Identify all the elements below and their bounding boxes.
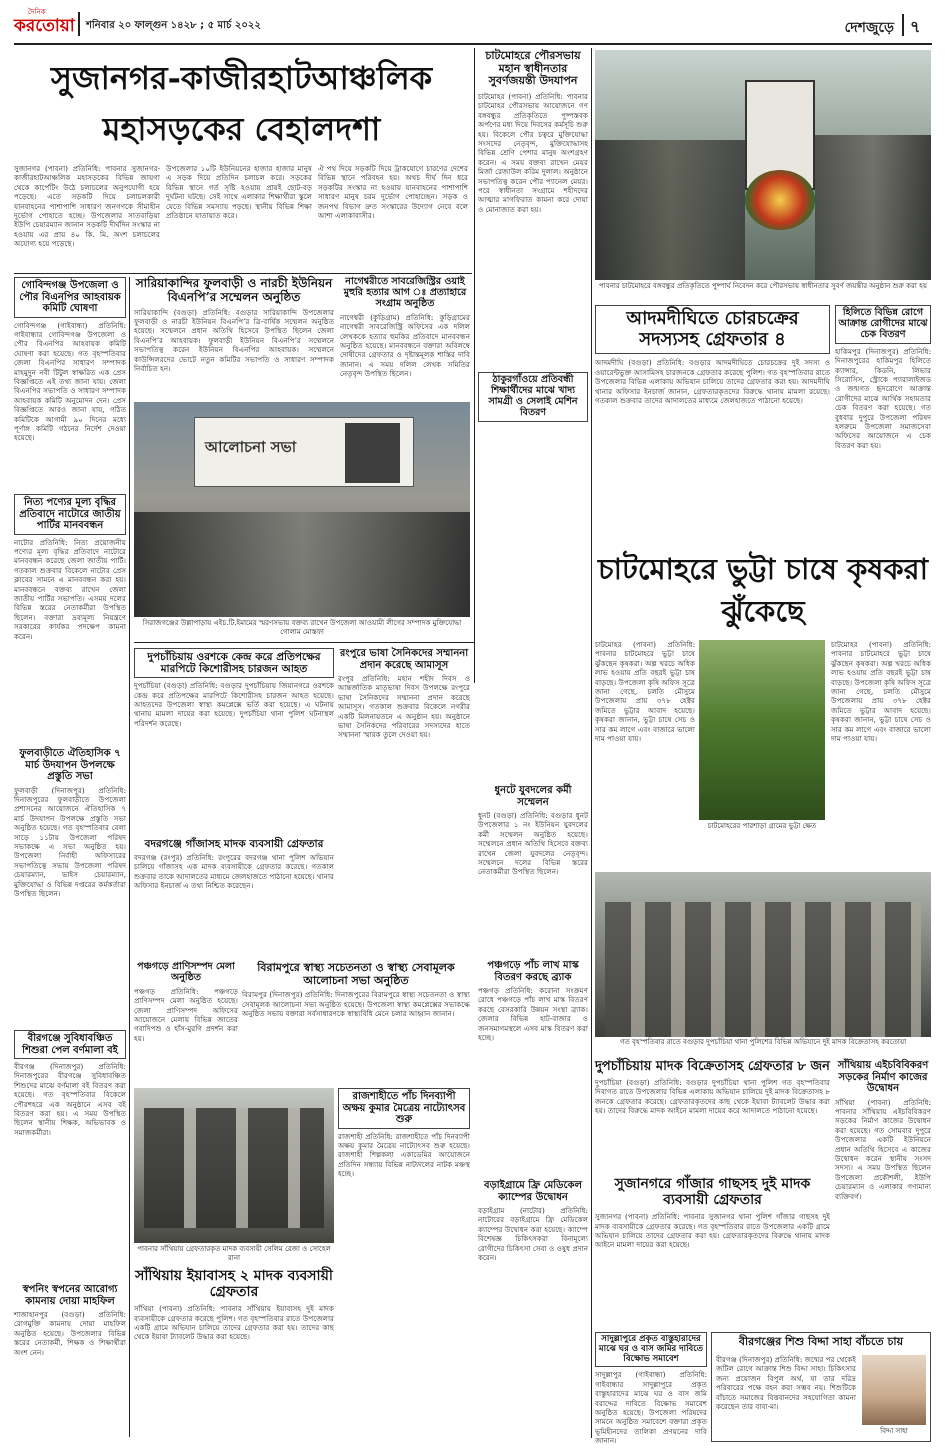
lead-headline-line1: সুজানগর-কাজীরহাটআঞ্চলিক	[50, 59, 433, 97]
headline: চাটমোহরে পৌরসভায় মহান স্বাধীনতার সুবর্ণজয়ন্তী উদযাপন	[485, 49, 581, 88]
article-rangpur-bhasha	[338, 648, 470, 888]
headline: নিত্য পণ্যের মূল্য বৃদ্ধির প্রতিবাদে নাটোরে জাতীয় পার্টির মানববন্ধন	[14, 494, 126, 535]
headline: চাটমোহরে ভুট্টা চাষে কৃষকরা ঝুঁকেছে	[597, 552, 929, 628]
masthead-rule	[14, 43, 932, 45]
column-rule	[591, 48, 592, 1438]
section-rule	[14, 273, 472, 274]
article-dhunot	[478, 785, 588, 955]
headline: রাজশাহীতে পাঁচ দিনব্যাপী অক্ষয় কুমার মৈত্রেয় নাট্যোৎসব শুরু	[338, 1088, 470, 1129]
article-baraigram	[478, 1180, 588, 1430]
article-nitya-ponno	[14, 494, 126, 744]
article-body: দুপচাঁচিয়া (বগুড়া) প্রতিনিধি: বগুড়ার দুপচাঁচিয়ায় জিয়ানগরে ওরশকে কেন্দ্র করে প্রতিপক্ষের মারপিটে কিশোরীসহ চারজন আহত হয়েছে। আহতদের উপজেলা স্বাস্থ্য কমপ্লেক্সে ভর্তি করা হয়েছে। এ ঘটনায় থানায় মামলা দায়ের করা হয়েছে। দুপচাঁচিয়া থানা পুলিশ ঘটনাস্থল পরিদর্শন করেছে।	[134, 681, 334, 728]
masthead	[14, 8, 932, 42]
photo-caption: পাবনার সাঁথিয়ায় গ্রেফতারকৃত মাদক ব্যবসায়ী সেলিম রেজা ও সোহেল রানা	[137, 1245, 331, 1262]
article-fulbari-march	[14, 748, 126, 1028]
crowd-right	[815, 135, 931, 280]
headline: স্বপনিং স্বপনের আরোগ্য কামনায় দোয়া মাহফিল	[22, 1284, 118, 1307]
article-hili	[835, 305, 931, 540]
banner	[194, 417, 414, 487]
paper-name: করতোয়া	[14, 16, 75, 36]
headline: ঠাকুরগাঁওয়ে প্রতিবন্ধী শিক্ষার্থীদের মাঝে খাদ্য সামগ্রী ও সেলাই মেশিন বিতরণ	[478, 372, 588, 422]
article-birganj-bidda	[711, 1332, 931, 1442]
headline: নাগেশ্বরীতে সাবরেজিস্ট্রির ওয়াই মুহুরি হত্যার আগ ঃ প্রত্যাহারে সংগ্রাম অনুষ্ঠিত	[343, 276, 467, 309]
article-panchagarh-mask	[478, 960, 588, 1070]
headline: সাদুল্লাপুরে প্রকৃত বাস্তুহারাদের মাঝে ঘর ও বাস জমির দাবিতে বিক্ষোভ সমাবেশ	[595, 1332, 707, 1367]
headline: বদরগঞ্জে গাঁজাসহ মাদক ব্যবসায়ী গ্রেফতার	[144, 838, 324, 850]
headline: পঞ্চগড়ে প্রাণিসম্পদ মেলা অনুষ্ঠিত	[137, 961, 235, 983]
headline: হিলিতে বিভিন্ন রোগে আক্রান্ত রোগীদের মাঝে চেক বিতরণ	[835, 305, 931, 344]
issue-date: শনিবার ২০ ফাল্গুন ১৪২৮ ; ৫ মার্চ ২০২২	[86, 20, 261, 31]
article-body: চাটমোহর (পাবনা) প্রতিনিধি: পাবনার চাটমোহরে ভুট্টা চাষে ঝুঁকছেন কৃষকরা। অল্প খরচে অধিক লাভ হওয়ায় প্রতি বছরই ভুট্টা চাষ বাড়ছে। উপজেলা কৃষি অফিস সূত্রে জানা গেছে, চলতি মৌসুমে উপজেলায় প্রায় ৩৭৮ হেক্টর জমিতে ভুট্টার আবাদ হয়েছে। কৃষকরা জানান, ভুট্টা চাষে সেচ ও সার কম লাগে এবং বাজারে ভালো দাম পাওয়া যায়।	[595, 640, 695, 744]
article-body: সুজানগর (পাবনা) প্রতিনিধি: পাবনার সুজানগর থানা পুলিশ গাঁজার গাছসহ দুই মাদক ব্যবসায়ীকে গ্রেফতার করেছে। গত বৃহস্পতিবার রাতে উপজেলার একটি গ্রামে অভিযান চালিয়ে তাদের গ্রেফতার করা হয়। গ্রেফতারকৃতদের বিরুদ্ধে থানায় মাদক আইনে মামলা দায়ের করা হয়েছে।	[595, 1212, 830, 1250]
article-body: বড়াইগ্রাম (নাটোর) প্রতিনিধি: নাটোরের বড়াইগ্রামে ফ্রি মেডিকেল ক্যাম্পের উদ্বোধন করা হয়েছে। ক্যাম্পে বিশেষজ্ঞ চিকিৎসকরা বিনামূল্যে রোগীদের চিকিৎসা সেবা ও ওষুধ প্রদান করেন।	[478, 1206, 588, 1263]
arrest-photo	[595, 872, 931, 1037]
paper-logo	[14, 8, 74, 40]
article-body: ফুলবাড়ী (দিনাজপুর) প্রতিনিধি: দিনাজপুরের ফুলবাড়ীতে উপজেলা প্রশাসনের আয়োজনে ঐতিহাসিক ৭ মার্চ উদযাপন উপলক্ষে প্রস্তুতি সভা অনুষ্ঠিত হয়েছে। গত বৃহস্পতিবার বেলা সাড়ে ১১টায় উপজেলা পরিষদ সভাকক্ষে এ সভা অনুষ্ঠিত হয়। উপজেলা নির্বাহী অফিসারের সভাপতিত্বে সভায় উপজেলা পরিষদ চেয়ারম্যান, ভাইস চেয়ারম্যান, মুক্তিযোদ্ধা ও বিভিন্ন দপ্তরের কর্মকর্তারা উপস্থিত ছিলেন।	[14, 785, 126, 898]
child-photo	[862, 1355, 926, 1425]
lead-body-col2: উপজেলার ১০টি ইউনিয়নের হাজার হাজার মানুষ এ সড়ক দিয়ে প্রতিদিন চলাচল করে। সড়কের বিভিন্ন স্থানে গর্ত সৃষ্টি হওয়ায় প্রায়ই ছোট-বড় দুর্ঘটনা ঘটছে। সেই সাথে এলাকার শিক্ষার্থীরা স্কুলে যেতে বিভিন্ন সমস্যায় পড়ছে। স্থানীয় বিভিন্ন শিক্ষা প্রতিষ্ঠানে যাতায়াত করে।	[166, 164, 312, 221]
article-panchagarh-prani	[134, 962, 238, 1082]
photo-caption: পাবনার চাটমোহরে বঙ্গবন্ধুর প্রতিকৃতিতে পুষ্পার্ঘ নিবেদন করে পৌরসভায় স্বাধীনতার সুবর্ণ জয়ন্তীর অনুষ্ঠান শুরু করা হয়	[599, 282, 927, 290]
lead-body-col1: সুজানগর (পাবনা) প্রতিনিধি: পাবনার সুজানগর-কাজীরহাটআঞ্চলিক মহাসড়কের বিভিন্ন জায়গা থেকে কার্পেটিং উঠে চলাচলের অনুপযোগী হয়ে পড়েছে। এতে সড়কটি দিয়ে চলাচলকারী যানবাহনের পাশাপাশি সাধারণ জনগণকে সীমাহীন দুর্ভোগ পোহাতে হচ্ছে। উপজেলার সাতবাড়িয়া ইউপি চেয়ারম্যান জানান সড়কটি দীর্ঘদিন সংস্কার না হওয়ায় এর প্রায় ৪০ কি. মি. অংশ চলাচলের অযোগ্য হয়ে পড়েছে।	[14, 164, 160, 249]
headline: দুপচাঁচিয়ায় ওরশকে কেন্দ্র করে প্রতিপক্ষের মারপিটে কিশোরীসহ চারজন আহত	[134, 648, 334, 678]
suspects-photo	[134, 1088, 334, 1243]
headline: রংপুরে ভাষা সৈনিকদের সম্মাননা প্রদান করেছে আমাসূস	[339, 648, 469, 671]
article-body: বদরগঞ্জ (রংপুর) প্রতিনিধি: রংপুরের বদরগঞ্জ থানা পুলিশ অভিযান চালিয়ে গাঁজাসহ এক মাদক ব্যবসায়ীকে গ্রেফতার করেছে। গতকাল শুক্রবার তাকে আদালতের মাধ্যমে জেলহাজতে পাঠানো হয়েছে। থানার অফিসার ইনচার্জ এ তথ্য নিশ্চিত করেছেন।	[134, 853, 334, 891]
article-gobindaganj	[14, 277, 126, 490]
article-dupchanchia-ogrosh	[134, 648, 334, 833]
headline: বীরগঞ্জের শিশু বিদ্দা সাহা বাঁচতে চায়	[738, 1335, 904, 1348]
section-title: দেশজুড়ে	[844, 20, 894, 36]
article-body: বীরগঞ্জ (দিনাজপুর) প্রতিনিধি: দিনাজপুরের বীরগঞ্জে সুবিধাবঞ্চিত শিশুদের মাঝে বর্ণমালা বই বিতরণ করা হয়েছে। গত বৃহস্পতিবার বিকেলে পৌরশহরে এক অনুষ্ঠানে এসব বই বিতরণ করা হয়। এ সময় উপস্থিত ছিলেন স্থানীয় শিক্ষক, অভিভাবক ও সমাজকর্মীরা।	[14, 1062, 126, 1137]
audience	[134, 512, 470, 617]
headline: সারিয়াকান্দির ফুলবাড়ী ও নারচী ইউনিয়ন বিএনপি’র সম্মেলন অনুষ্ঠিত	[135, 276, 333, 304]
article-body: পঞ্চগড় প্রতিনিধি: করোনা সংক্রমণ রোধে পঞ্চগড়ে পাঁচ লাখ মাস্ক বিতরণ করছে বেসরকারি উন্নয়ন সংস্থা ব্র্যাক। জেলার বিভিন্ন হাট-বাজার ও জনসমাগমস্থলে এসব মাস্ক বিতরণ করা হচ্ছে।	[478, 986, 588, 1043]
article-sariakandi	[134, 277, 334, 397]
article-swapon-dua	[14, 1284, 126, 1434]
suspects	[144, 1108, 324, 1228]
article-body: সারিয়াকান্দি (বগুড়া) প্রতিনিধি: বগুড়ার সারিয়াকান্দি উপজেলার ফুলবাড়ী ও নারচী ইউনিয়ন বিএনপি’র ত্রি-বার্ষিক সম্মেলন অনুষ্ঠিত হয়েছে। সম্মেলনে প্রধান অতিথি হিসেবে উপস্থিত ছিলেন জেলা বিএনপি’র আহবায়ক। ফুলবাড়ী ইউনিয়ন বিএনপি’র সম্মেলনে সভাপতিত্ব করেন ইউনিয়ন বিএনপির আহবায়ক। সম্মেলনে কাউন্সিলরদের ভোটে নতুন কমিটির সভাপতি ও সাধারণ সম্পাদক নির্বাচিত হন।	[134, 307, 334, 374]
headline: আদমদীঘিতে চোরচক্রের সদস্যসহ গ্রেফতার ৪	[595, 305, 830, 354]
column-rule	[474, 48, 475, 683]
article-body: নাটোর প্রতিনিধি: নিত্য প্রয়োজনীয় পণ্যের মূল্য বৃদ্ধির প্রতিবাদে নাটোরে মানববন্ধন করেছে জেলা জাতীয় পার্টি। গতকাল শুক্রবার বিকেলে নাটোর প্রেস ক্লাবের সামনে এ মানববন্ধন করা হয়। মানববন্ধনে বক্তব্য রাখেন জেলা জাতীয় পার্টির সভাপতি। এসময় দলের বিভিন্ন স্তরের নেতাকর্মীরা উপস্থিত ছিলেন। বক্তারা দ্রব্যমূল্য নিয়ন্ত্রণে সরকারের কার্যকর পদক্ষেপ কামনা করেন।	[14, 537, 126, 641]
article-body: ধুনট (বগুড়া) প্রতিনিধি: বগুড়ার ধুনট উপজেলার ১ নং ইউনিয়ন যুবদলের কর্মী সম্মেলন অনুষ্ঠিত হয়েছে। সম্মেলনে প্রধান অতিথি হিসেবে বক্তব্য রাখেন জেলা যুবদলের নেতৃবৃন্দ। সম্মেলনে দলের বিভিন্ন স্তরের নেতাকর্মীরা উপস্থিত ছিলেন।	[478, 811, 588, 877]
crowd-left	[595, 140, 745, 280]
headline: বড়াইগ্রামে ফ্রি মেডিকেল ক্যাম্পের উদ্বোধন	[484, 1180, 582, 1203]
article-body-cont: চাটমোহর (পাবনা) প্রতিনিধি: পাবনার চাটমোহরে ভুট্টা চাষে ঝুঁকছেন কৃষকরা। অল্প খরচে অধিক লাভ হওয়ায় প্রতি বছরই ভুট্টা চাষ বাড়ছে। উপজেলা কৃষি অফিস সূত্রে জানা গেছে, চলতি মৌসুমে উপজেলায় প্রায় ৩৭৮ হেক্টর জমিতে ভুট্টার আবাদ হয়েছে। কৃষকরা জানান, ভুট্টা চাষে সেচ ও সার কম লাগে এবং বাজারে ভালো দাম পাওয়া যায়।	[831, 640, 931, 744]
article-body: নাগেশ্বরী (কুড়িগ্রাম) প্রতিনিধি: কুড়িগ্রামের নাগেশ্বরী সাবরেজিস্ট্রি অফিসের এক দলিল লেখককে হত্যার হুমকির প্রতিবাদে মানববন্ধন অনুষ্ঠিত হয়েছে। মানববন্ধনে বক্তারা অবিলম্বে দোষীদের গ্রেফতার ও দৃষ্টান্তমূলক শাস্তির দাবি জানান। এ সময় দলিল লেখক সমিতির নেতৃবৃন্দ উপস্থিত ছিলেন।	[340, 312, 470, 379]
article-body: আদমদীঘি (বগুড়া) প্রতিনিধি: বগুড়ার আদমদীঘিতে চোরচক্রের দুই সদস্য ও ওয়ারেন্টভুক্ত আসামিসহ চারজনকে গ্রেফতার করেছে পুলিশ। গত বৃহস্পতিবার রাতে উপজেলার বিভিন্ন এলাকায় অভিযান চালিয়ে তাদের গ্রেফতার করা হয়। আদমদীঘি থানার অফিসার ইনচার্জ জানান, গ্রেফতারকৃতদের বিরুদ্ধে থানায় মামলা রয়েছে। গতকাল শুক্রবার তাদের আদালতের মাধ্যমে জেলহাজতে পাঠানো হয়েছে।	[595, 358, 830, 405]
article-body: সাঁথিয়া (পাবনা) প্রতিনিধি: পাবনার সাঁথিয়ায় এইচবিবিকরণ সড়কের নির্মাণ কাজের উদ্বোধন করা হয়েছে। গত সোমবার দুপুরে উপজেলার একটি ইউনিয়নে প্রধান অতিথি হিসেবে এ কাজের উদ্বোধন করেন স্থানীয় সংসদ সদস্য। এ সময় উপস্থিত ছিলেন উপজেলা প্রকৌশলী, ইউপি চেয়ারম্যান ও এলাকার গণ্যমান্য ব্যক্তিবর্গ।	[835, 1097, 931, 1201]
detainees	[605, 902, 921, 1037]
article-adamdighi	[595, 305, 830, 475]
banner-text: আলোচনা সভা	[205, 438, 297, 456]
article-sathia-yaba	[134, 1268, 334, 1438]
paper-small-label: দৈনিক	[28, 8, 46, 16]
headline: গোবিন্দগঞ্জ উপজেলা ও পৌর বিএনপির আহবায়ক কমিটি ঘোষণা	[14, 277, 126, 318]
article-body: সাঁথিয়া (পাবনা) প্রতিনিধি: পাবনার সাঁথিয়ায় ইয়াবাসহ দুই মাদক ব্যবসায়ীকে গ্রেফতার করেছে পুলিশ। গত বৃহস্পতিবার রাতে উপজেলার একটি গ্রামে অভিযান চালিয়ে তাদের গ্রেফতার করা হয়। তাদের কাছ থেকে ইয়াবা ট্যাবলেট উদ্ধার করা হয়েছে।	[134, 1304, 334, 1342]
article-thakurgaon	[478, 372, 588, 612]
article-rajshahi-drama	[338, 1088, 470, 1438]
lead-headline-line2: মহাসড়কের বেহালদশা	[102, 110, 381, 148]
ceremony-photo	[595, 50, 931, 280]
article-body: রাজশাহী প্রতিনিধি: রাজশাহীতে পাঁচ দিনব্যাপী অক্ষয় কুমার মৈত্রেয় নাট্যোৎসব শুরু হয়েছে। রাজশাহী শিল্পকলা একাডেমির আয়োজনে প্রতিদিন সন্ধ্যায় বিভিন্ন নাট্যদলের নাটক মঞ্চস্থ হচ্ছে।	[338, 1131, 470, 1179]
article-sadullapur	[595, 1332, 707, 1446]
article-birganj-boi	[14, 1030, 126, 1280]
masthead-divider	[78, 12, 80, 36]
meeting-photo	[134, 402, 470, 617]
section-rule	[134, 642, 474, 643]
article-sujanagar-ganja	[595, 1176, 830, 1326]
headline: ফুলবাড়ীতে ঐতিহাসিক ৭ মার্চ উদযাপন উপলক্ষে প্রস্তুতি সভা	[19, 748, 121, 782]
lead-body-col3: ঐ পথ দিয়ে সড়কটি দিয়ে ট্রাকযোগে চারণের দেশের বিভিন্ন স্থানে পরিবহন হয়। অথচ দীর্ঘ দিন ধরে সড়কটির সংস্কার না হওয়ায় যানবাহনের পাশাপাশি সাধারণ মানুষ চরম দুর্ভোগ পোহাচ্ছেন। সড়ক ও জনপথ বিভাগ দ্রুত সংস্কারের উদ্যোগ নেবে বলে আশা এলাকাবাসীর।	[318, 164, 468, 221]
flower-wreath	[745, 170, 815, 230]
lead-article	[14, 52, 469, 272]
photo-caption: বিদ্দা সাহা	[880, 1427, 908, 1435]
headline: বীরগঞ্জে সুবিধাবঞ্চিত শিশুরা পেল বর্ণমালা বই	[14, 1030, 126, 1059]
article-body: চাটমোহর (পাবনা) প্রতিনিধি: পাবনার চাটমোহর পৌরসভায় আয়োজনে গণ বঙ্গবন্ধুর প্রতিকৃতিতে পুষ্পস্তবক অর্পণের মধ্য দিয়ে দিবসের কর্মসূচি শুরু হয়। বিকেলে পৌর চত্বরে মুক্তিযোদ্ধা সংসদের নেতৃবৃন্দ, মুক্তিযোদ্ধাসহ বিভিন্ন শ্রেণি পেশার মানুষ অংশগ্রহণ করেন। এ সময় বক্তব্য রাখেন মেয়র মির্জা রেজাউল করিম দুলাল। অনুষ্ঠানে সভাপতিত্ব করেন পৌর প্যানেল মেয়র। পরে স্বাধীনতা সংগ্রামে শহীদদের আত্মার মাগফিরাত কামনা করে দোয়া ও মোনাজাত করা হয়।	[478, 91, 588, 214]
article-sathia-road	[835, 1060, 931, 1340]
photo-caption: গত বৃহস্পতিবার রাতে বগুড়ার দুপচাঁচিয়া থানা পুলিশের বিভিন্ন অভিযানে দুই মাদক বিক্রেতাসহ করতোয়া	[619, 1038, 907, 1046]
article-body: রংপুর প্রতিনিধি: মহান শহীদ দিবস ও আন্তর্জাতিক মাতৃভাষা দিবস উপলক্ষে রংপুরে ভাষা সৈনিকদের সম্মাননা প্রদান করেছে আমাসূস। গতকাল শুক্রবার বিকেলে নগরীর একটি মিলনায়তনে এ অনুষ্ঠান হয়। অনুষ্ঠানে ভাষা সৈনিকদের পরিবারের সদস্যদের হাতে সম্মাননা স্মারক তুলে দেওয়া হয়।	[338, 674, 470, 740]
headline: দুপচাঁচিয়ায় মাদক বিক্রেতাসহ গ্রেফতার ৮ জন	[595, 1059, 830, 1074]
photo-caption: সিরাজগঞ্জের উল্লাপাড়ায় এইচ.টি.ইমামের স্মরণসভায় বক্তব্য রাখেন উপজেলা আওয়ামী লীগের সম্পাদক মুক্তিযোদ্ধা গোলাম মোস্তফা	[142, 619, 462, 636]
column-rule	[129, 277, 130, 1437]
page-number: ৭	[910, 17, 921, 36]
headline: ধুনটে যুবদলের কর্মী সম্মেলন	[494, 785, 572, 808]
headline: সাঁথিয়ায় ইয়াবাসহ ২ মাদক ব্যবসায়ী গ্রেফতার	[135, 1268, 333, 1301]
article-nageshwari	[340, 277, 470, 412]
article-body: হাকিমপুর (দিনাজপুর) প্রতিনিধি: দিনাজপুরের হাকিমপুর হিলিতে ক্যান্সার, কিডনি, লিভার সিরোসিস, স্ট্রোকে প্যারালাইজড ও জন্মগত হৃদরোগে আক্রান্ত রোগীদের মাঝে আর্থিক সহায়তার চেক বিতরণ করা হয়েছে। গত বুধবার দুপুরে উপজেলা পরিষদ হলরুমে উপজেলা সমাজসেবা অফিসের আয়োজনে এ চেক বিতরণ করা হয়।	[835, 346, 931, 450]
banner-portrait	[345, 423, 400, 483]
article-body: সাদুল্লাপুর (গাইবান্ধা) প্রতিনিধি: গাইবান্ধার সাদুল্লাপুরে প্রকৃত বাস্তুহারাদের মাঝে ঘর ও বাস জমি বরাদ্দের দাবিতে বিক্ষোভ সমাবেশ অনুষ্ঠিত হয়েছে। উপজেলা পরিষদের সামনে অনুষ্ঠিত সমাবেশে বক্তারা প্রকৃত ভূমিহীনদের তালিকা প্রণয়নের দাবি জানান।	[595, 1370, 707, 1446]
photo-caption: চাটমোহরের পারশাড়া গ্রামের ভুট্টা ক্ষেত	[707, 822, 817, 830]
headline: বিরামপুরে স্বাস্থ্য সচেতনতা ও স্বাস্থ্য সেবামূলক আলোচনা সভা অনুষ্ঠিত	[257, 961, 455, 987]
headline: সুজানগরে গাঁজার গাছসহ দুই মাদক ব্যবসায়ী গ্রেফতার	[614, 1176, 811, 1209]
maize-field-photo	[699, 640, 825, 820]
article-dupchanchia-8	[595, 1060, 830, 1170]
article-body: পঞ্চগড় প্রতিনিধি: পঞ্চগড়ে প্রাণিসম্পদ মেলা অনুষ্ঠিত হয়েছে। জেলা প্রাণিসম্পদ অফিসের আয়োজনে মেলায় বিভিন্ন জাতের গবাদিপশু ও হাঁস-মুরগি প্রদর্শন করা হয়।	[134, 986, 238, 1043]
article-body: গোবিন্দগঞ্জ (গাইবান্ধা) প্রতিনিধি: গাইবান্ধার গোবিন্দগঞ্জ উপজেলা ও পৌর বিএনপির আহবায়ক কমিটি ঘোষণা করা হয়েছে। গত বৃহস্পতিবার জেলা বিএনপির সাধারণ সম্পাদক মাহমুদুন নবী টিটুল স্বাক্ষরিত এক প্রেস বিজ্ঞপ্তিতে এই তথ্য জানা যায়। জেলা বিএনপির সভাপতি ও সাধারণ সম্পাদক আহবায়ক কমিটি অনুমোদন দেন। প্রেস বিজ্ঞপ্তিতে আরও জানা যায়, গঠিত কমিটিকে আগামী ৯০ দিনের মধ্যে পূর্ণাঙ্গ কমিটি গঠনের নির্দেশ দেওয়া হয়েছে।	[14, 320, 126, 443]
headline: সাঁথিয়ায় এইচবিবিকরণ সড়কের নির্মাণ কাজের উদ্বোধন	[837, 1060, 929, 1094]
article-body: দুপচাঁচিয়া (বগুড়া) প্রতিনিধি: বগুড়ার দুপচাঁচিয়া থানা পুলিশ গত বৃহস্পতিবার দিবাগত রাতে উপজেলার বিভিন্ন এলাকায় অভিযান চালিয়ে দুই মাদক বিক্রেতাসহ ৮ জনকে গ্রেফতার করেছে। গ্রেফতারকৃতদের কাছ থেকে ইয়াবা ট্যাবলেট উদ্ধার করা হয়। তাদের বিরুদ্ধে মাদক আইনে মামলা দায়ের করে আদালতে পাঠানো হয়েছে।	[595, 1077, 830, 1116]
section-divider	[902, 14, 904, 36]
article-body: বীরগঞ্জ (দিনাজপুর) প্রতিনিধি: জন্মের পর থেকেই জটিল রোগে আক্রান্ত শিশু বিদ্দা সাহা। চিকিৎসার জন্য প্রয়োজন বিপুল অর্থ, যা তার দরিদ্র পরিবারের পক্ষে বহন করা সম্ভব নয়। শিশুটিকে বাঁচাতে সমাজের বিত্তবানদের সহযোগিতা কামনা করেছেন তার বাবা-মা।	[716, 1355, 856, 1412]
article-body: শাজাহানপুর (বগুড়া) প্রতিনিধি: রোগমুক্তি কামনায় দোয়া মাহফিল অনুষ্ঠিত হয়েছে। উপজেলার বিভিন্ন স্তরের নেতাকর্মী, শিক্ষক ও শিক্ষার্থীরা অংশ নেন।	[14, 1310, 126, 1357]
article-biramput	[242, 962, 470, 1082]
headline: পঞ্চগড়ে পাঁচ লাখ মাস্ক বিতরণ করছে ব্র্যাক	[487, 960, 579, 983]
article-body: বিরামপুর (দিনাজপুর) প্রতিনিধি: দিনাজপুরের বিরামপুরে স্বাস্থ্য সচেতনতা ও স্বাস্থ্য সেবামূলক আলোচনা সভা অনুষ্ঠিত হয়েছে। উপজেলা স্বাস্থ্য কমপ্লেক্সের সভাকক্ষে অনুষ্ঠিত সভায় বক্তারা সর্বসাধারণকে স্বাস্থ্যবিধি মেনে চলার আহ্বান জানান।	[242, 990, 470, 1019]
article-chatmohor-bhutta	[595, 548, 931, 868]
article-badarganj	[134, 838, 334, 958]
